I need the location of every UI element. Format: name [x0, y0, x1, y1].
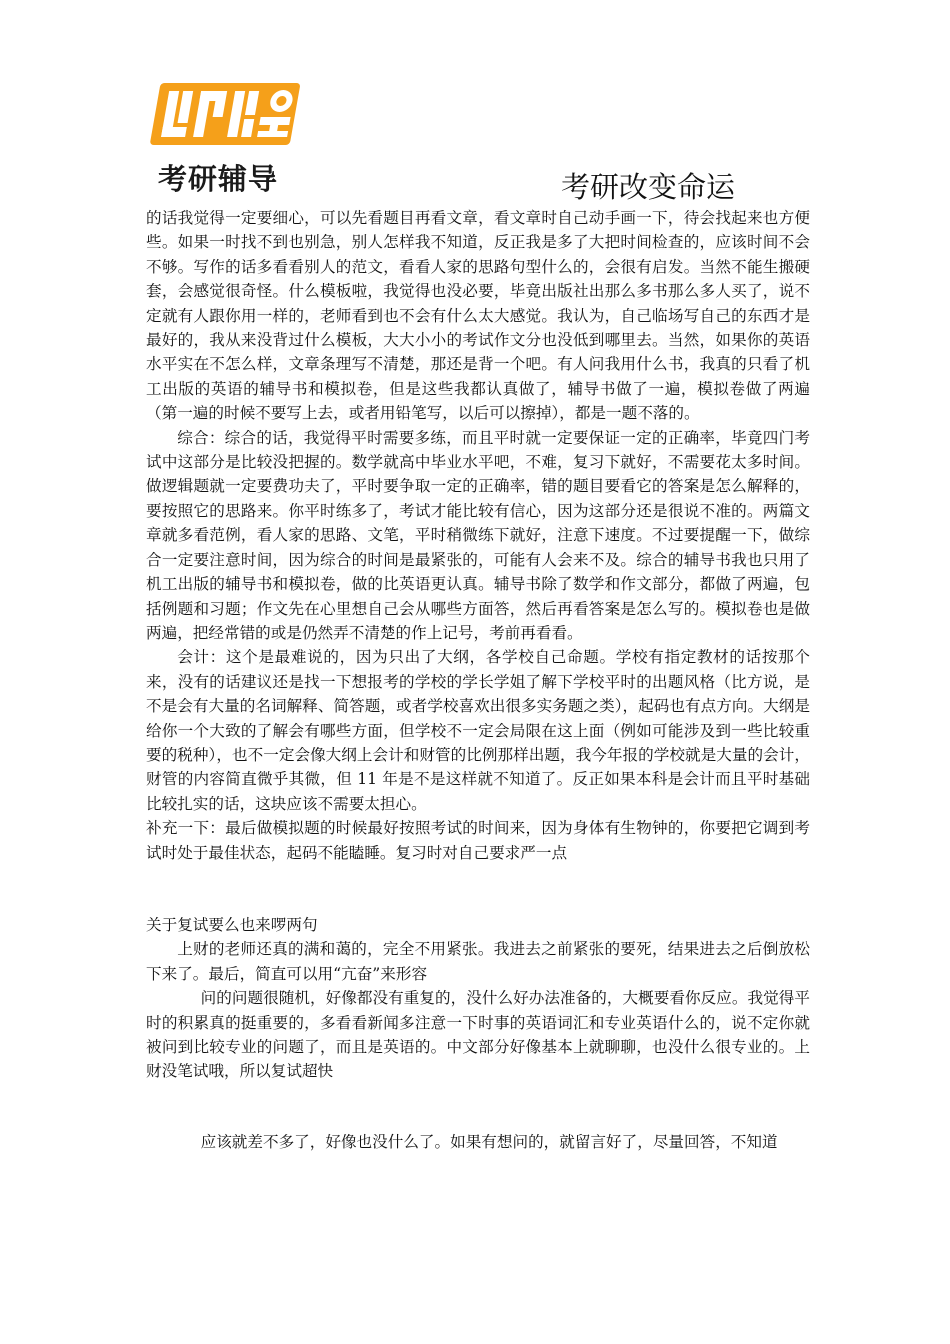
paragraph-supplement: 补充一下：最后做模拟题的时候最好按照考试的时间来，因为身体有生物钟的，你要把它调到考试时处于最佳状态，起码不能瞌睡。复习时对自己要求严一点: [146, 819, 810, 862]
paragraph-retest-teachers: 上财的老师还真的满和蔼的，完全不用紧张。我进去之前紧张的要死，结果进去之后倒放松下来了。最后，简直可以用“亢奋”来形容: [146, 940, 810, 983]
paragraph-closing: 应该就差不多了，好像也没什么了。如果有想问的，就留言好了，尽量回答，不知道: [200, 1132, 778, 1151]
header-tagline: 考研改变命运: [561, 170, 736, 204]
paragraph-retest-questions: 问的问题很随机，好像都没有重复的，没什么好办法准备的，大概要看你反应。我觉得平时的积累真的挺重要的，多看看新闻多注意一下时事的英语词汇和专业英语什么的，说不定你就被问到比较专业的问题了，而且是英语的。中文部分好像基本上就聊聊，也没什么很专业的。上财没笔试哦，所以复试超快: [146, 989, 810, 1081]
paragraph-accounting: 会计：这个是最难说的，因为只出了大纲，各学校自己命题。学校有指定教材的话按那个来，没有的话建议还是找一下想报考的学校的学长学姐了解下学校平时的出题风格（比方说，是不是会有大量的名词解释、简答题，或者学校喜欢出很多实务题之类），起码也有点方向。大纲是给你一个大致的了解会有哪些方面，但学校不一定会局限在这上面（例如可能涉及到一些比较重要的税种），也不一定会像大纲上会计和财管的比例那样出题，我今年报的学校就是大量的会计，财管的内容简直微乎其微，但 11 年是不是这样就不知道了。反正如果本科是会计而且平时基础比较扎实的话，这块应该不需要太担心。: [146, 648, 810, 813]
logo-subtitle: 考研辅导: [158, 162, 279, 196]
paragraph-comprehensive: 综合：综合的话，我觉得平时需要多练，而且平时就一定要保证一定的正确率，毕竟四门考试中这部分是比较没把握的。数学就高中毕业水平吧，不难，复习下就好，不需要花太多时间。做逻辑题就一定要费功夫了，平时要争取一定的正确率，错的题目要看它的答案是怎么解释的，要按照它的思路来。你平时练多了，考试才能比较有信心，因为这部分还是很说不准的。两篇文章就多看范例，看人家的思路、文笔，平时稍微练下就好，注意下速度。不过要提醒一下，做综合一定要注意时间，因为综合的时间是最紧张的，可能有人会来不及。综合的辅导书我也只用了机工出版的辅导书和模拟卷，做的比英语更认真。辅导书除了数学和作文部分，都做了两遍，包括例题和习题；作文先在心里想自己会从哪些方面答，然后再看答案是怎么写的。模拟卷也是做两遍，把经常错的或是仍然弄不清楚的作上记号，考前再看看。: [146, 428, 810, 642]
document-body: [146, 206, 810, 1154]
logo: [150, 75, 305, 200]
kaicheng-logo-icon: [150, 75, 302, 155]
paragraph-english: 的话我觉得一定要细心，可以先看题目再看文章，看文章时自己动手画一下，待会找起来也方便些。如果一时找不到也别急，别人怎样我不知道，反正我是多了大把时间检查的，应该时间不会不够。写作的话多看看别人的范文，看看人家的思路句型什么的，会很有启发。当然不能生搬硬套，会感觉很奇怪。什么模板啦，我觉得也没必要，毕竟出版社出那么多书那么多人买了，说不定就有人跟你用一样的，老师看到也不会有什么太大感觉。我认为，自己临场写自己的东西才是最好的，我从来没背过什么模板，大大小小的考试作文分也没低到哪里去。当然，如果你的英语水平实在不怎么样，文章条理写不清楚，那还是背一个吧。有人问我用什么书，我真的只看了机工出版的英语的辅导书和模拟卷，但是这些我都认真做了，辅导书做了一遍，模拟卷做了两遍（第一遍的时候不要写上去，或者用铅笔写，以后可以擦掉），都是一题不落的。: [146, 209, 810, 423]
retest-heading: 关于复试要么也来啰两句: [146, 915, 318, 934]
